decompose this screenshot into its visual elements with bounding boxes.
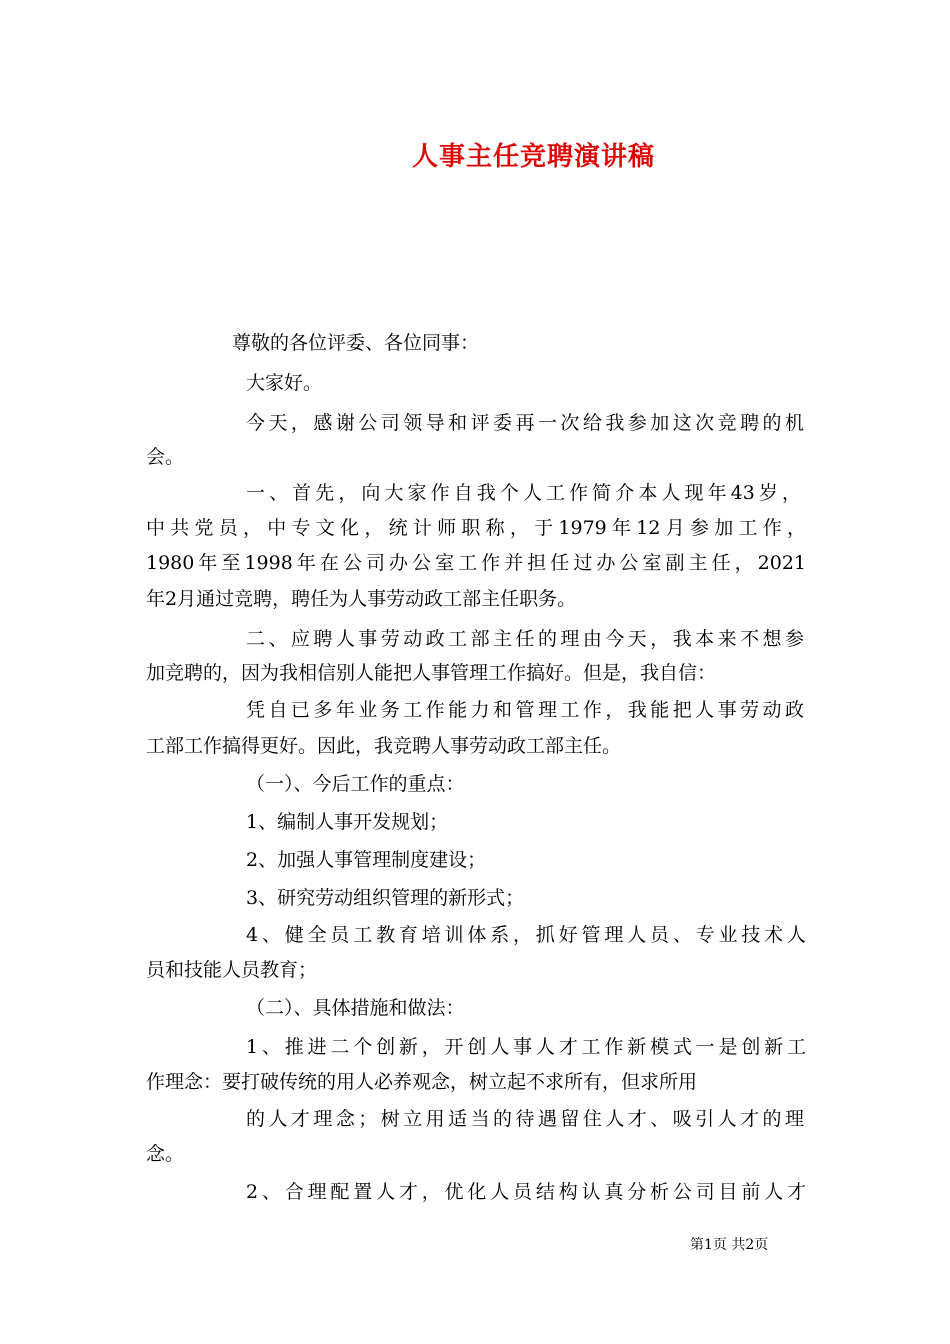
body-line-11: 工部工作搞得更好。因此，我竞聘人事劳动政工部主任。 bbox=[146, 735, 622, 757]
body-line-18: （二）、具体措施和做法： bbox=[246, 997, 465, 1019]
body-line-9: 加竞聘的，因为我相信别人能把人事管理工作搞好。但是，我自信： bbox=[146, 662, 717, 684]
body-line-4: 一、首先，向大家作自我个人工作简介本人现年43岁， bbox=[246, 482, 801, 504]
body-line-23: 2、合理配置人才，优化人员结构认真分析公司目前人才 bbox=[246, 1181, 806, 1203]
body-line-15: 3、研究劳动组织管理的新形式； bbox=[246, 887, 525, 909]
body-line-13: 1、编制人事开发规划； bbox=[246, 811, 449, 833]
body-line-16: 4、健全员工教育培训体系，抓好管理人员、专业技术人 bbox=[246, 924, 806, 946]
body-line-7: 年2月通过竞聘，聘任为人事劳动政工部主任职务。 bbox=[146, 588, 577, 610]
page-number: 第1页 共2页 bbox=[690, 1237, 769, 1253]
body-line-22: 念。 bbox=[146, 1143, 185, 1165]
body-line-17: 员和技能人员教育； bbox=[146, 959, 318, 981]
body-line-21: 的人才理念；树立用适当的待遇留住人才、吸引人才的理 bbox=[246, 1108, 804, 1130]
body-line-19: 1、推进二个创新，开创人事人才工作新模式一是创新工 bbox=[246, 1036, 806, 1058]
body-line-1: 大家好。 bbox=[246, 372, 323, 394]
body-line-2: 今天，感谢公司领导和评委再一次给我参加这次竞聘的机 bbox=[246, 412, 804, 434]
body-line-20: 作理念：要打破传统的用人必养观念，树立起不求所有，但求所用 bbox=[146, 1071, 698, 1093]
body-line-6: 1980年至1998年在公司办公室工作并担任过办公室副主任，2021 bbox=[146, 552, 806, 574]
body-line-5: 中共党员，中专文化，统计师职称，于1979年12月参加工作， bbox=[146, 517, 806, 539]
body-line-10: 凭自已多年业务工作能力和管理工作，我能把人事劳动政 bbox=[246, 699, 804, 721]
body-line-14: 2、加强人事管理制度建设； bbox=[246, 849, 487, 871]
body-line-12: （一）、今后工作的重点： bbox=[246, 773, 465, 795]
body-line-8: 二、应聘人事劳动政工部主任的理由今天，我本来不想参 bbox=[246, 628, 804, 650]
body-line-3: 会。 bbox=[146, 446, 185, 468]
page-title: 人事主任竞聘演讲稿 bbox=[411, 142, 655, 172]
body-line-0: 尊敬的各位评委、各位同事： bbox=[232, 332, 480, 354]
